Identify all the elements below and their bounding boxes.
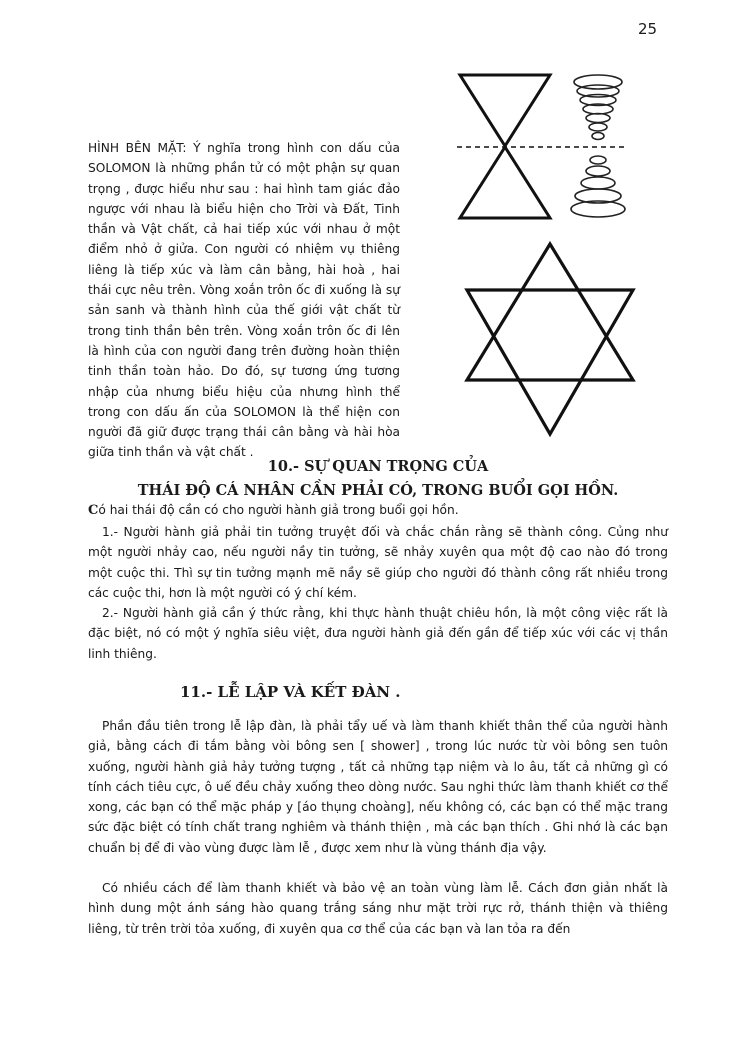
section10-point2: 2.- Người hành giả cần ý thức rằng, khi thực hành thuật chiêu hồn, là một công việc rất là đặc biệt, nó có một ý nghĩa siêu việt, đưa người hành giả đến gần để tiếp xúc với các vị thần linh thiêng.	[88, 606, 668, 661]
section11-title: 11.- LỄ LẬP VÀ KẾT ĐÀN .	[180, 683, 401, 701]
intro-text: ó hai thái độ cần có cho người hành giả trong buổi gọi hồn.	[98, 503, 459, 517]
section10-title-line2: THÁI ĐỘ CÁ NHÂN CẦN PHẢI CÓ, TRONG BUỔI GỌI HỒN.	[137, 482, 619, 499]
section10-point1: 1.- Người hành giả phải tin tưởng truyệt đối và chắc chắn rằng sẽ thành công. Củng như một người nhảy cao, nếu người nầy tin tưởng, sẽ nhảy xuyên qua một độ cao nào đó trong một cuộc thi. Thì sự tin tưởng mạnh mẽ nầy sẽ giúp cho người đó thành công rất nhiều trong các cuộc thi, hơn là một người có ý chí kém.	[88, 525, 668, 600]
page-number: 25	[638, 20, 658, 38]
figure-caption: HÌNH BÊN MẶT: Ý nghĩa trong hình con dấu của SOLOMON là những phần tử có một phận sự quan trọng , được hiểu như sau : hai hình tam giác đảo ngược với nhau là biểu hiện cho Trời và Đất, Tinh thần và Vật chất, cả hai tiếp xúc với nhau ở một điểm nhỏ ở giửa. Con người có nhiệm vụ thiêng liêng là tiếp xúc và làm cân bằng, hài hoà , hai thái cực nêu trên. Vòng xoắn trôn ốc đi xuống là sự sản sanh và thành hình của thế giới vật chất từ trong tinh thần bên trên. Vòng xoắn trôn ốc đi lên là hình của con người đang trên đường hoàn thiện tinh thần toàn hảo. Do đó, sự tương ứng tương nhập của nhưng biểu hiệu của nhưng hình thể trong con dấu ấn của SOLOMON là thể hiện con người đã giữ được trạng thái cân bằng và hài hòa giữa tinh thần và vật chất .	[88, 141, 400, 460]
section10-title-line1: 10.- SỰ QUAN TRỌNG CỦA	[267, 458, 489, 475]
hourglass-spiral-figure	[455, 70, 630, 230]
star-of-david-figure	[460, 240, 640, 440]
upright-triangle-icon	[460, 147, 550, 218]
section11-para2: Có nhiều cách để làm thanh khiết và bảo vệ an toàn vùng làm lễ. Cách đơn giản nhất là hình dung một ánh sáng hào quang trắng sáng như mặt trời rực rở, thánh thiện và thiêng liêng, từ trên trời tỏa xuống, đi xuyên qua cơ thể của các bạn và lan tỏa ra đến	[88, 881, 668, 936]
section11-para1: Phần đầu tiên trong lễ lập đàn, là phải tẩy uế và làm thanh khiết thân thể của người hành giả, bằng cách đi tắm bằng vòi bông sen [ shower] , trong lúc nước từ vòi bông sen tuôn xuống, người hành giả hảy tưởng tượng , tất cả những tạp niệm và lo âu, tất cả những gì có tính cách tiêu cực, ô uế đều chảy xuống theo dòng nước. Sau nghi thức làm thanh khiết cơ thể xong, các bạn có thể mặc pháp y [áo thụng choàng], nếu không có, các bạn có thể mặc trang sức đặc biệt có tính chất trang nghiêm và thánh thiện , mà các bạn thích . Ghi nhớ là các bạn chuẩn bị để đi vào vùng được làm lễ , được xem như là vùng thánh địa vậy.	[88, 719, 668, 855]
spiral-icon	[571, 75, 625, 217]
inverted-triangle-icon	[460, 75, 550, 146]
section10-intro	[88, 500, 668, 521]
drop-letter: C	[88, 503, 99, 518]
